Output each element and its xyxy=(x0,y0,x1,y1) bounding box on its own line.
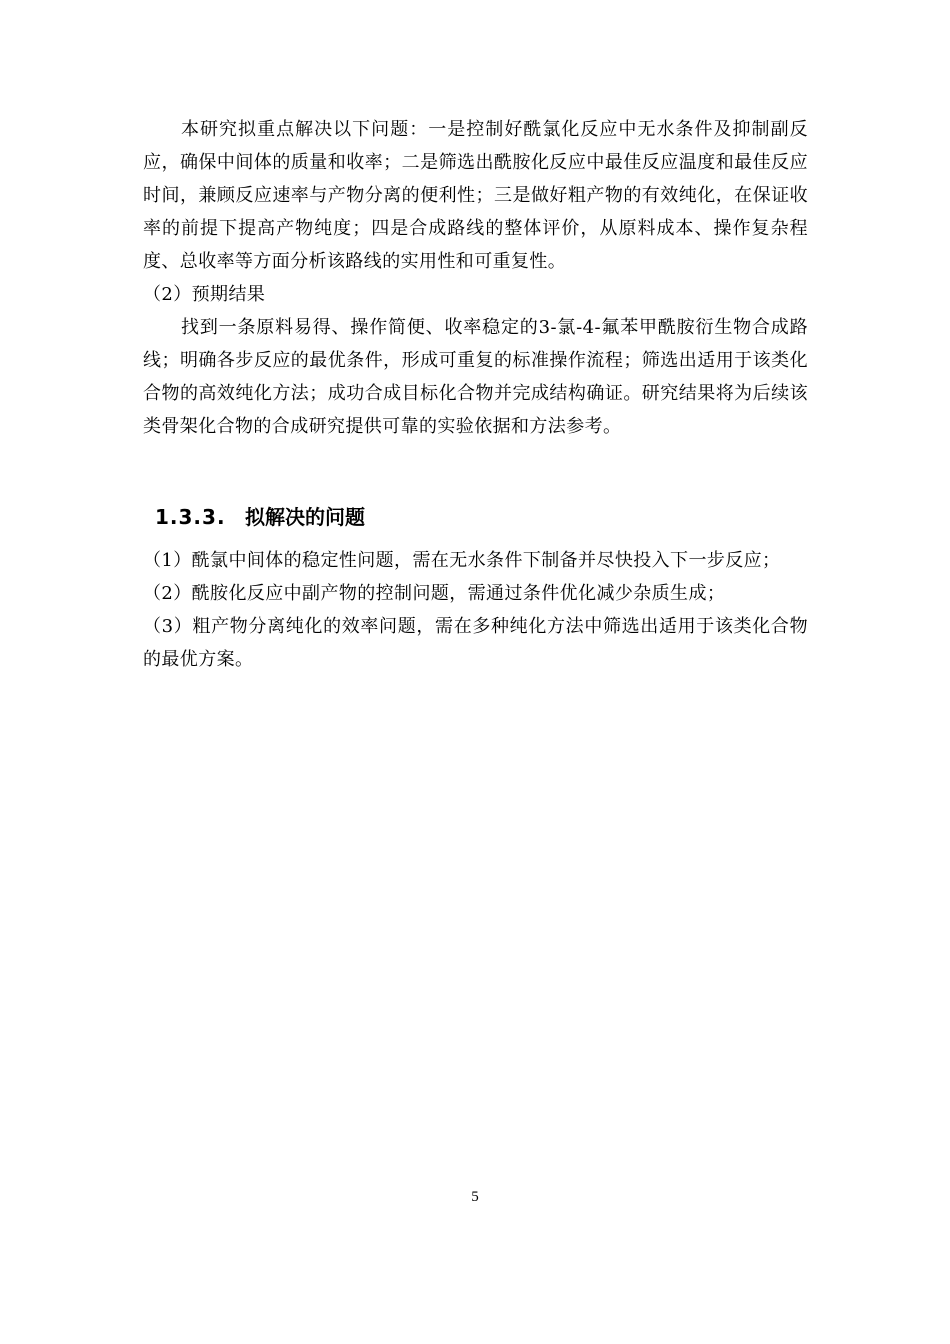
section-heading xyxy=(155,500,365,534)
paragraph-research-focus: 本研究拟重点解决以下问题：一是控制好酰氯化反应中无水条件及抑制副反应，确保中间体的质量和收率；二是筛选出酰胺化反应中最佳反应温度和最佳反应时间，兼顾反应速率与产物分离的便利性；三是做好粗产物的有效纯化，在保证收率的前提下提高产物纯度；四是合成路线的整体评价，从原料成本、操作复杂程度、总收率等方面分析该路线的实用性和可重复性。 xyxy=(143,119,808,272)
page-number: 5 xyxy=(471,1189,479,1205)
subheading-expected-results: （2）预期结果 xyxy=(143,284,266,305)
section-number: 1.3.3. xyxy=(155,505,226,529)
list-item: （3）粗产物分离纯化的效率问题，需在多种纯化方法中筛选出适用于该类化合物的最优方案。 xyxy=(143,616,808,670)
section-title: 拟解决的问题 xyxy=(245,505,365,529)
paragraph-expected-results: 找到一条原料易得、操作简便、收率稳定的3-氯-4-氟苯甲酰胺衍生物合成路线；明确各步反应的最优条件，形成可重复的标准操作流程；筛选出适用于该类化合物的高效纯化方法；成功合成目标化合物并完成结构确证。研究结果将为后续该类骨架化合物的合成研究提供可靠的实验依据和方法参考。 xyxy=(143,317,808,437)
problem-list xyxy=(143,544,808,676)
list-item: （1）酰氯中间体的稳定性问题，需在无水条件下制备并尽快投入下一步反应； xyxy=(143,550,781,571)
list-item: （2）酰胺化反应中副产物的控制问题，需通过条件优化减少杂质生成； xyxy=(143,583,726,604)
top-text-block xyxy=(143,113,808,443)
